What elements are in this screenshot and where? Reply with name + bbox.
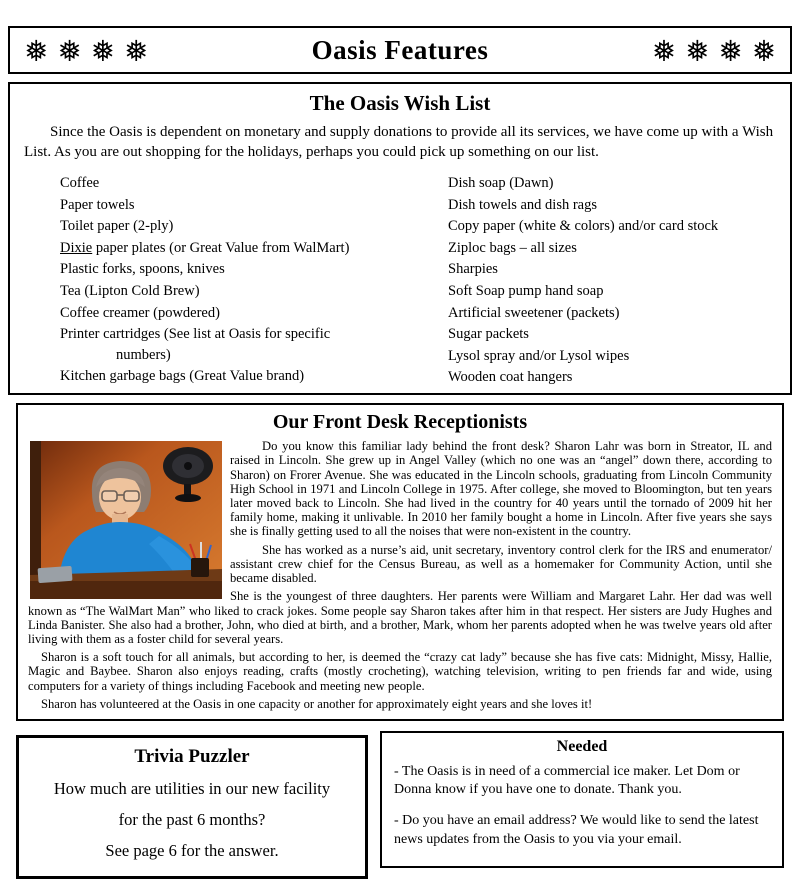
wishlist-section (8, 82, 792, 395)
snowflake-icon: ❅ (90, 33, 115, 68)
wishlist-item: Sugar packets (448, 326, 529, 343)
needed-title: Needed (556, 738, 608, 756)
wishlist-item: Coffee (60, 175, 100, 191)
snowflake-icon: ❅ (123, 33, 149, 68)
trivia-line: for the past 6 months? (118, 810, 266, 830)
receptionist-paragraph: She has worked as a nurse’s aid, unit secretary, inventory control clerk for the IRS and enumerator/ assistant crew chief for the Census Bureau, as well as a homemaker for Community Action, until she became disabled. (230, 542, 772, 586)
trivia-section (16, 735, 368, 879)
wishlist-item-rest: paper plates (or Great Value from WalMart) (92, 239, 350, 256)
snowflake-icon: ❅ (718, 33, 743, 68)
wishlist-right-column (400, 175, 778, 391)
receptionist-paragraph: Sharon has volunteered at the Oasis in one capacity or another for approximately eight years and she loves it! (41, 696, 593, 711)
needed-item: - Do you have an email address? We would like to send the latest news updates from the Oasis to you via your email. (394, 813, 759, 847)
wishlist-item: Kitchen garbage bags (Great Value brand) (60, 368, 305, 385)
wishlist-item: Soft Soap pump hand soap (448, 283, 604, 300)
snowflake-icon: ❅ (685, 33, 710, 68)
snowflake-icon: ❅ (751, 33, 776, 68)
wishlist-item-continuation: numbers) (116, 346, 171, 363)
wishlist-item: Printer cartridges (See list at Oasis for specific (60, 326, 331, 343)
wishlist-item: Wooden coat hangers (448, 369, 573, 386)
wishlist-item: Lysol spray and/or Lysol wipes (448, 347, 630, 364)
wishlist-item (60, 240, 400, 257)
needed-item: - The Oasis is in need of a commercial ice maker. Let Dom or Donna know if you have one to donate. Thank you. (394, 764, 740, 798)
wishlist-left-column (22, 175, 400, 391)
wishlist-intro: Since the Oasis is dependent on monetary and supply donations to provide all its services, we have come up with a Wish List. As you are out shopping for the holidays, perhaps you could pick up something on our list. (24, 124, 774, 160)
wishlist-item: Paper towels (60, 196, 135, 213)
snowflake-icon: ❅ (57, 33, 82, 68)
wishlist-item: Dish soap (Dawn) (448, 175, 554, 191)
receptionist-photo (30, 441, 222, 599)
wishlist-title: The Oasis Wish List (309, 91, 491, 115)
receptionist-paragraph: Do you know this familiar lady behind the front desk? Sharon Lahr was born in Streator, IL and raised in Lincoln. She grew up in Angel Valley (which no one was an “angel” down there, according to Sharon) on Frorer Avenue. She was educated in the Lincoln schools, graduating from Lincoln Community High School in 1971 and Lincoln College in 1975. After college, she moved to Bloomington, but ten years later moved back to Lincoln. She had lived in the country for 40 years until the tornado of 2009 hit her family home, making it unlivable. In 2010 her family bought a home in Lincoln. After five years she says she is finally getting used to all the noises that were non-existent in the country. (230, 439, 772, 539)
receptionist-paragraph: Sharon is a soft touch for all animals, but according to her, is deemed the “crazy cat lady” because she has five cats: Midnight, Missy, Hallie, Magic and Baybee. Sharon also enjoys reading, crafts (mostly crocheting), watching television, writing to pen friends far and wide, using computers for a variety of things including Facebook and meeting new people. (28, 650, 772, 693)
wishlist-item: Tea (Lipton Cold Brew) (60, 283, 200, 300)
trivia-line: See page 6 for the answer. (105, 841, 279, 861)
receptionist-paragraph: She is the youngest of three daughters. Her parents were William and Margaret Lahr. Her dad was well known as “The WalMart Man” who liked to crack jokes. Some people say Sharon takes after him in that respect. Her sisters are Judy Hughes and Linda Banister. She also had a brother, John, who died at birth, and a brother, Mark, whom her parents adopted when he was twelve years old after living with them as a foster child for several years. (28, 589, 772, 646)
wishlist-item: Ziploc bags – all sizes (448, 239, 577, 256)
snowflake-group-left (24, 33, 149, 68)
snowflake-icon: ❅ (651, 33, 677, 68)
masthead (8, 26, 792, 74)
wishlist-item-brand: Dixie (60, 239, 93, 256)
wishlist-item: Plastic forks, spoons, knives (60, 261, 225, 278)
wishlist-item: Dish towels and dish rags (448, 196, 598, 213)
wishlist-item: Copy paper (white & colors) and/or card stock (448, 218, 719, 235)
page-title: Oasis Features (311, 34, 489, 65)
snowflake-icon: ❅ (24, 33, 49, 68)
needed-section (380, 731, 784, 868)
receptionists-title: Our Front Desk Receptionists (272, 411, 528, 434)
trivia-line: How much are utilities in our new facility (53, 779, 331, 799)
snowflake-group-right (651, 33, 776, 68)
wishlist-item: Artificial sweetener (packets) (448, 304, 620, 321)
bottom-row (16, 731, 784, 879)
wishlist-columns (22, 175, 778, 391)
wishlist-item: Coffee creamer (powdered) (60, 304, 220, 321)
receptionists-section (16, 403, 784, 721)
wishlist-item: Sharpies (448, 261, 498, 278)
wishlist-item: Toilet paper (2-ply) (60, 218, 174, 235)
trivia-title: Trivia Puzzler (134, 746, 250, 768)
